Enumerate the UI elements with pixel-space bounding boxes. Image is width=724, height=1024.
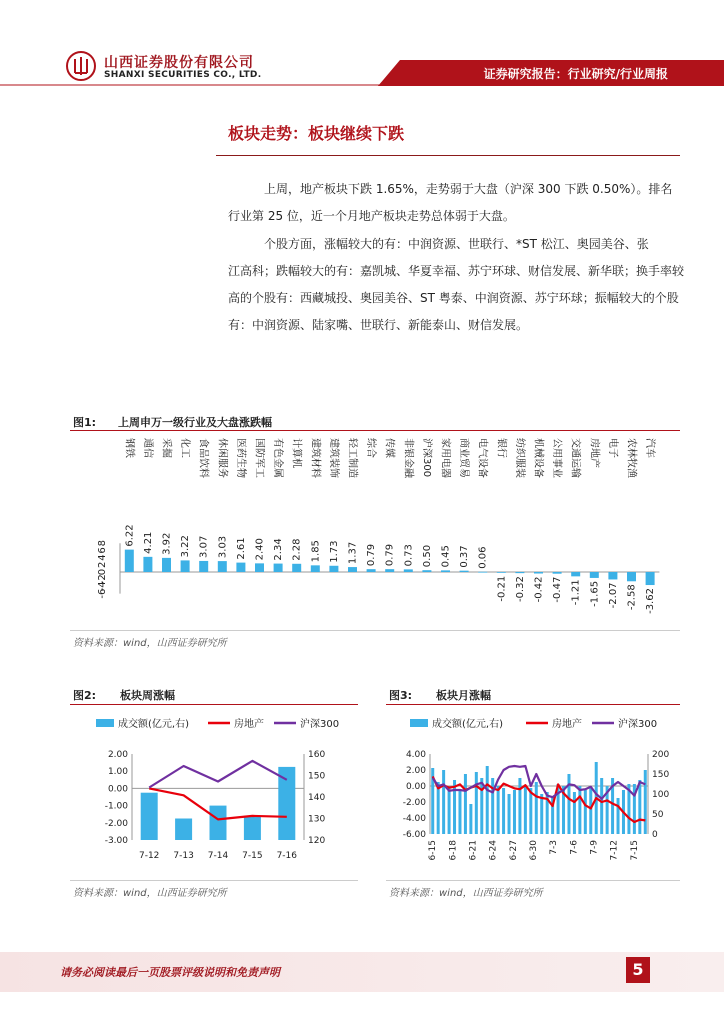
volume-bar: [278, 767, 295, 840]
value-label: -0.32: [514, 576, 526, 603]
volume-bar: [175, 819, 192, 841]
volume-bar: [508, 794, 511, 834]
figure2-title: 板块周涨幅: [120, 689, 175, 702]
right-tick-label: 200: [652, 750, 670, 760]
left-tick-label: -4.00: [402, 814, 426, 824]
value-label: -0.47: [552, 576, 564, 603]
bar: [553, 572, 562, 574]
bar: [162, 558, 171, 572]
bar: [274, 564, 283, 572]
volume-bar: [497, 786, 500, 834]
left-tick-label: -6.00: [402, 830, 426, 840]
figure2-label: 图2:: [73, 689, 97, 702]
bar: [125, 550, 134, 572]
value-label: 2.34: [273, 538, 285, 561]
bar: [292, 564, 301, 572]
x-tick-label: 7-15: [629, 840, 640, 861]
volume-bar: [540, 794, 543, 834]
value-label: 1.37: [347, 541, 359, 565]
volume-bar: [502, 788, 505, 834]
y-tick-label: 2: [97, 561, 108, 568]
category-label: 钢铁: [123, 438, 135, 458]
legend-label-hs300: 沪深300: [618, 719, 658, 730]
y-tick-label: 0: [97, 568, 108, 576]
bar: [646, 572, 655, 585]
bar: [534, 572, 543, 574]
bar: [385, 569, 394, 572]
category-label: 综合: [365, 438, 377, 458]
x-tick-label: 7-15: [242, 851, 263, 861]
category-label: 建筑装饰: [327, 438, 339, 478]
figure3-top-rule: [386, 704, 680, 705]
value-label: 2.61: [235, 537, 247, 560]
category-label: 通信: [141, 438, 153, 458]
x-tick-label: 7-9: [589, 840, 600, 855]
value-label: 3.07: [198, 535, 210, 558]
left-tick-label: 4.00: [405, 750, 426, 760]
value-label: 2.40: [254, 538, 266, 561]
right-tick-label: 50: [652, 810, 664, 820]
bar: [199, 561, 208, 572]
bar: [367, 569, 376, 572]
volume-bar: [448, 786, 451, 834]
x-tick-label: 7-3: [549, 840, 560, 855]
bar: [608, 572, 617, 579]
volume-bar: [141, 793, 158, 840]
value-label: 1.73: [328, 540, 340, 563]
volume-bar: [617, 798, 620, 834]
bar: [515, 572, 524, 573]
y-tick-label: -6: [97, 588, 108, 599]
volume-bar: [584, 790, 587, 834]
y-tick-label: 6: [97, 547, 108, 554]
bar: [422, 570, 431, 572]
volume-bar: [638, 780, 641, 834]
left-tick-label: -3.00: [104, 836, 128, 846]
x-tick-label: 7-6: [569, 840, 580, 855]
value-label: -0.21: [496, 575, 508, 602]
volume-bar: [600, 778, 603, 834]
value-label: 0.45: [440, 545, 452, 568]
left-tick-label: 1.00: [107, 767, 128, 778]
right-tick-label: 130: [308, 814, 326, 825]
category-label: 银行: [495, 438, 507, 458]
figure1-bottom-rule: [70, 630, 680, 631]
bar: [181, 560, 190, 572]
section-title: 板块走势：板块继续下跌: [228, 124, 405, 143]
value-label: 3.92: [161, 532, 173, 555]
hs300-line: [149, 761, 287, 788]
value-label: -3.62: [645, 588, 657, 614]
volume-bar: [535, 782, 538, 834]
value-label: -0.42: [533, 576, 545, 603]
bar: [627, 572, 636, 581]
right-tick-label: 150: [308, 771, 326, 782]
volume-bar: [529, 788, 532, 834]
volume-bar: [453, 780, 456, 834]
figure1-source: 资料来源：wind，山西证券研究所: [73, 638, 227, 649]
figure3-title: 板块月涨幅: [436, 689, 491, 702]
category-label: 沪深300: [420, 438, 432, 478]
y-tick-label: -2: [97, 574, 108, 585]
figure3-bottom-rule: [386, 880, 680, 881]
figure2-top-rule: [70, 704, 358, 705]
paragraph-2-rest: 江高科；跌幅较大的有：嘉凯城、华夏幸福、苏宁环球、财信发展、新华联；换手率较高的个股有：西藏城投、奥园美谷、ST 粤泰、中润资源、苏宁环球；振幅较大的个股有：中润资源、陆家嘴、世联行、新能泰山、财信发展。: [228, 264, 685, 332]
x-tick-label: 6-30: [529, 840, 540, 861]
paragraph-1-rest: 行业第 25 位，近一个月地产板块走势总体弱于大盘。: [228, 209, 515, 223]
legend-label-hs300: 沪深300: [300, 719, 340, 730]
value-label: 0.06: [477, 546, 489, 569]
volume-bar: [442, 770, 445, 834]
category-label: 电子: [606, 438, 618, 458]
volume-bar: [513, 790, 516, 834]
figure2-bottom-rule: [70, 880, 358, 881]
y-tick-label: -4: [97, 581, 108, 592]
paragraph-1: [228, 176, 694, 230]
value-label: 3.22: [180, 535, 192, 558]
legend-label-realestate: 房地产: [552, 719, 582, 730]
paragraph-2-first: 个股方面，涨幅较大的有：中润资源、世联行、*ST 松江、奥园美谷、张: [264, 237, 649, 251]
legend-label-realestate: 房地产: [234, 719, 264, 730]
bar: [441, 570, 450, 572]
figure3-chart: [386, 706, 680, 880]
legend-swatch-volume: [410, 719, 428, 727]
value-label: 0.73: [403, 544, 415, 567]
category-label: 纺织服装: [513, 438, 525, 478]
y-tick-label: 4: [97, 554, 109, 561]
volume-bar: [480, 778, 483, 834]
category-label: 非银金融: [402, 438, 414, 478]
category-label: 食品饮料: [197, 438, 209, 478]
y-tick-label: 8: [97, 540, 108, 547]
right-tick-label: 120: [308, 836, 326, 846]
bar: [497, 572, 506, 573]
bar: [460, 571, 469, 572]
volume-bar: [475, 772, 478, 834]
legend-label-volume: 成交额(亿元,右): [432, 719, 503, 730]
left-tick-label: 2.00: [107, 750, 128, 760]
paragraph-2: [228, 231, 694, 339]
volume-bar: [578, 786, 581, 834]
volume-bar: [518, 778, 521, 834]
volume-bar: [437, 782, 440, 834]
x-tick-label: 7-14: [207, 851, 229, 861]
left-tick-label: 2.00: [405, 766, 426, 776]
volume-bar: [486, 766, 489, 834]
legend-label-volume: 成交额(亿元,右): [118, 719, 189, 730]
legend-swatch-volume: [96, 719, 114, 727]
value-label: 6.22: [124, 524, 136, 547]
x-tick-label: 6-27: [508, 840, 519, 861]
category-label: 汽车: [644, 438, 656, 458]
x-tick-label: 7-16: [276, 851, 298, 861]
figure1-label: 图1:: [73, 416, 97, 429]
bar: [236, 563, 245, 572]
category-label: 商业贸易: [458, 438, 470, 478]
bar: [348, 567, 357, 572]
category-label: 机械设备: [532, 438, 544, 478]
category-label: 房地产: [588, 438, 600, 468]
right-tick-label: 0: [652, 830, 658, 840]
volume-bar: [644, 770, 647, 834]
volume-bar: [469, 804, 472, 834]
bar: [404, 569, 413, 572]
value-label: 0.37: [459, 545, 471, 568]
category-label: 国防军工: [253, 438, 265, 478]
bar: [590, 572, 599, 578]
volume-bar: [567, 774, 570, 834]
category-label: 计算机: [290, 438, 302, 468]
x-tick-label: 6-24: [488, 840, 499, 861]
category-label: 交通运输: [569, 438, 581, 478]
x-tick-label: 6-21: [468, 840, 479, 861]
value-label: 0.50: [421, 544, 433, 568]
left-tick-label: -2.00: [104, 818, 128, 829]
volume-bar: [589, 788, 592, 834]
volume-bar: [573, 792, 576, 834]
figure1-top-rule: [70, 430, 680, 431]
category-label: 农林牧渔: [625, 438, 637, 478]
value-label: 0.79: [384, 543, 396, 567]
footer-disclaimer: 请务必阅读最后一页股票评级说明和免责声明: [60, 966, 280, 979]
category-label: 公用事业: [551, 438, 563, 478]
bar: [478, 572, 487, 573]
right-tick-label: 100: [652, 790, 670, 800]
value-label: 4.21: [142, 531, 154, 554]
figure3-label: 图3:: [389, 689, 413, 702]
report-type: 证券研究报告：行业研究/行业周报: [483, 67, 668, 81]
volume-bar: [464, 774, 467, 834]
left-tick-label: -2.00: [402, 798, 426, 808]
bar: [311, 565, 320, 572]
title-divider: [216, 155, 680, 156]
bar: [571, 572, 580, 576]
left-tick-label: 0.00: [405, 782, 426, 792]
company-name-cn: 山西证券股份有限公司: [104, 55, 254, 71]
figure1-chart: [70, 432, 680, 632]
bar: [218, 561, 227, 572]
company-logo: [66, 51, 96, 81]
left-tick-label: -1.00: [104, 801, 128, 812]
value-label: -1.65: [589, 580, 601, 607]
bar: [255, 563, 264, 572]
value-label: 3.03: [217, 535, 229, 559]
category-label: 家用电器: [439, 438, 451, 478]
right-tick-label: 150: [652, 770, 670, 780]
paragraph-1-first: 上周，地产板块下跌 1.65%，走势弱于大盘（沪深 300 下跌 0.50%）。排名: [264, 182, 673, 196]
volume-bar: [458, 790, 461, 834]
value-label: -2.58: [626, 584, 638, 611]
x-tick-label: 7-12: [138, 851, 160, 861]
volume-bar: [244, 816, 261, 840]
category-label: 电气设备: [476, 438, 488, 478]
category-label: 化工: [179, 438, 191, 458]
left-tick-label: 0.00: [107, 784, 128, 795]
figure2-chart: [70, 706, 358, 878]
right-tick-label: 160: [308, 750, 326, 760]
category-label: 采掘: [160, 438, 172, 458]
x-tick-label: 7-13: [173, 851, 194, 861]
category-label: 轻工制造: [346, 438, 358, 478]
volume-bar: [524, 786, 527, 834]
x-tick-label: 6-18: [448, 840, 459, 861]
value-label: 1.85: [310, 540, 322, 563]
bar: [143, 557, 152, 572]
value-label: -2.07: [607, 582, 619, 609]
category-label: 建筑材料: [309, 438, 321, 478]
category-label: 传媒: [383, 438, 395, 458]
value-label: 2.28: [291, 538, 303, 561]
volume-bar: [210, 806, 227, 840]
category-label: 医药生物: [234, 438, 246, 478]
right-tick-label: 140: [308, 793, 326, 803]
bar: [329, 566, 338, 572]
category-label: 休闲服务: [216, 438, 228, 478]
category-label: 有色金属: [272, 438, 284, 478]
figure1-title: 上周申万一级行业及大盘涨跌幅: [118, 416, 272, 429]
value-label: -1.21: [570, 579, 582, 606]
company-name-en: SHANXI SECURITIES CO., LTD.: [104, 70, 262, 80]
figure2-source: 资料来源：wind，山西证券研究所: [73, 888, 227, 899]
x-tick-label: 6-15: [428, 840, 439, 861]
x-tick-label: 7-12: [609, 840, 620, 861]
figure3-source: 资料来源：wind，山西证券研究所: [389, 888, 543, 899]
value-label: 0.79: [366, 543, 378, 567]
page-number: 5: [626, 957, 650, 983]
